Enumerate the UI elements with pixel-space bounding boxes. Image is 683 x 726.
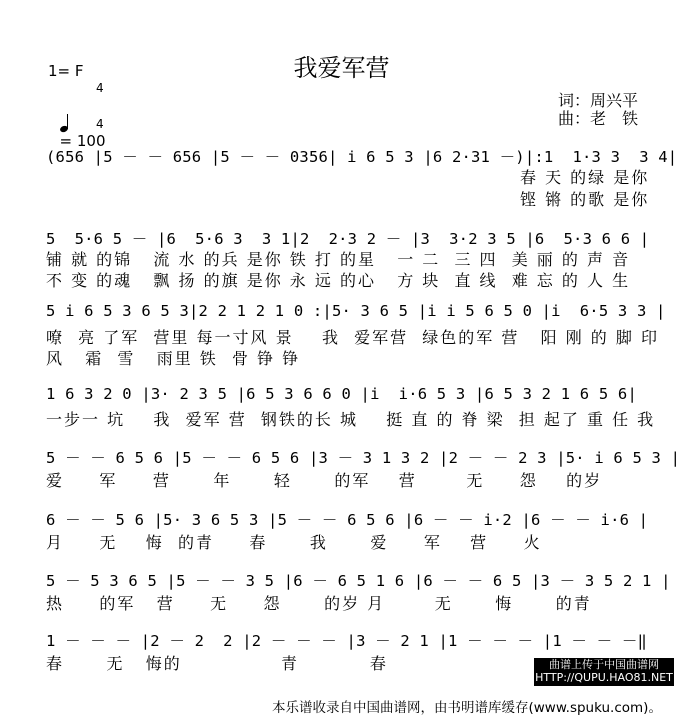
notation-row-6: 6 － － 5 6 |5· 3 6 5 3 |5 － － 6 5 6 |6 － － i·2 |6 － － i·6 | (46, 511, 649, 529)
notation-row-2: 5 5·6 5 － |6 5·6 3 3 1|2 2·3 2 － |3 3·2 3 5 |6 5·3 6 6 | (46, 230, 650, 248)
lyric-row-2-verse-1: 铺 就 的锦 流 水 的兵 是你 铁 打 的星 一 二 三 四 美 丽 的 声 音 (46, 250, 631, 269)
notation-row-3: 5 i 6 5 3 6 5 3|2 2 1 2 1 0 :|5· 3 6 5 |i i 5 6 5 0 |i 6·5 3 3 | (46, 302, 666, 320)
time-signature-bottom: 4 (96, 117, 104, 131)
lyric-row-4-verse-1: 一步一 坑 我 爱军 营 钢铁的长 城 挺 直 的 脊 梁 担 起了 重 任 我 (46, 410, 656, 429)
notation-row-5: 5 － － 6 5 6 |5 － － 6 5 6 |3 － 3 1 3 2 |2 － － 2 3 |5· i 6 5 3 | (46, 449, 681, 467)
time-signature-top: 4 (96, 81, 104, 95)
lyric-row-8-verse-1: 春 无 悔的 青 春 (46, 654, 388, 673)
watermark-badge (534, 658, 674, 686)
footer-source-note: 本乐谱收录自中国曲谱网，由书明谱库缓存(www.spuku.com)。 (272, 700, 662, 716)
tempo-marking (50, 96, 106, 150)
lyric-row-3-verse-1: 嘹 亮 了军 营里 每一寸风 景 我 爱军营 绿色的军 营 阳 刚 的 脚 印 (46, 328, 659, 347)
notation-row-7: 5 － 5 3 6 5 |5 － － 3 5 |6 － 6 5 1 6 |6 － － 6 5 |3 － 3 5 2 1 | (46, 572, 671, 590)
tempo-value: = 100 (59, 132, 106, 150)
lyric-row-3-verse-2: 风 霜 雪 雨里 铁 骨 铮 铮 (46, 349, 301, 368)
lyric-row-6-verse-1: 月 无 悔 的青 春 我 爱 军 营 火 (46, 533, 542, 552)
watermark-line-2: HTTP://QUPU.HAO81.NET (535, 671, 673, 684)
lyric-row-1-verse-2: 铿 锵 的歌 是你 (520, 190, 650, 209)
lyric-row-1-verse-1: 春 天 的绿 是你 (520, 168, 650, 187)
key-signature: 1= F (48, 62, 84, 80)
song-title: 我爱军营 (293, 54, 390, 82)
watermark-line-1: 曲谱上传于中国曲谱网 (549, 658, 659, 671)
lyricist-credit: 词：周兴平 (558, 91, 639, 110)
notation-row-8: 1 － － － |2 － 2 2 |2 － － － |3 － 2 1 |1 － － － |1 － － －‖ (46, 632, 648, 650)
lyric-row-5-verse-1: 爱 军 营 年 轻 的军 营 无 怨 的岁 (46, 471, 603, 490)
lyric-row-2-verse-2: 不 变 的魂 飘 扬 的旗 是你 永 远 的心 方 块 直 线 难 忘 的 人 生 (46, 271, 631, 290)
notation-row-1: (656 |5 － － 656 |5 － － 0356| i 6 5 3 |6 2·31 －)|:1 1·3 3 3 4| (46, 148, 678, 166)
lyric-row-7-verse-1: 热 的军 营 无 怨 的岁 月 无 悔 的青 (46, 594, 592, 613)
quarter-note-icon (60, 114, 74, 132)
composer-credit: 曲：老 铁 (558, 109, 639, 128)
notation-row-4: 1 6 3 2 0 |3· 2 3 5 |6 5 3 6 6 0 |i i·6 5 3 |6 5 3 2 1 6 5 6| (46, 385, 637, 403)
